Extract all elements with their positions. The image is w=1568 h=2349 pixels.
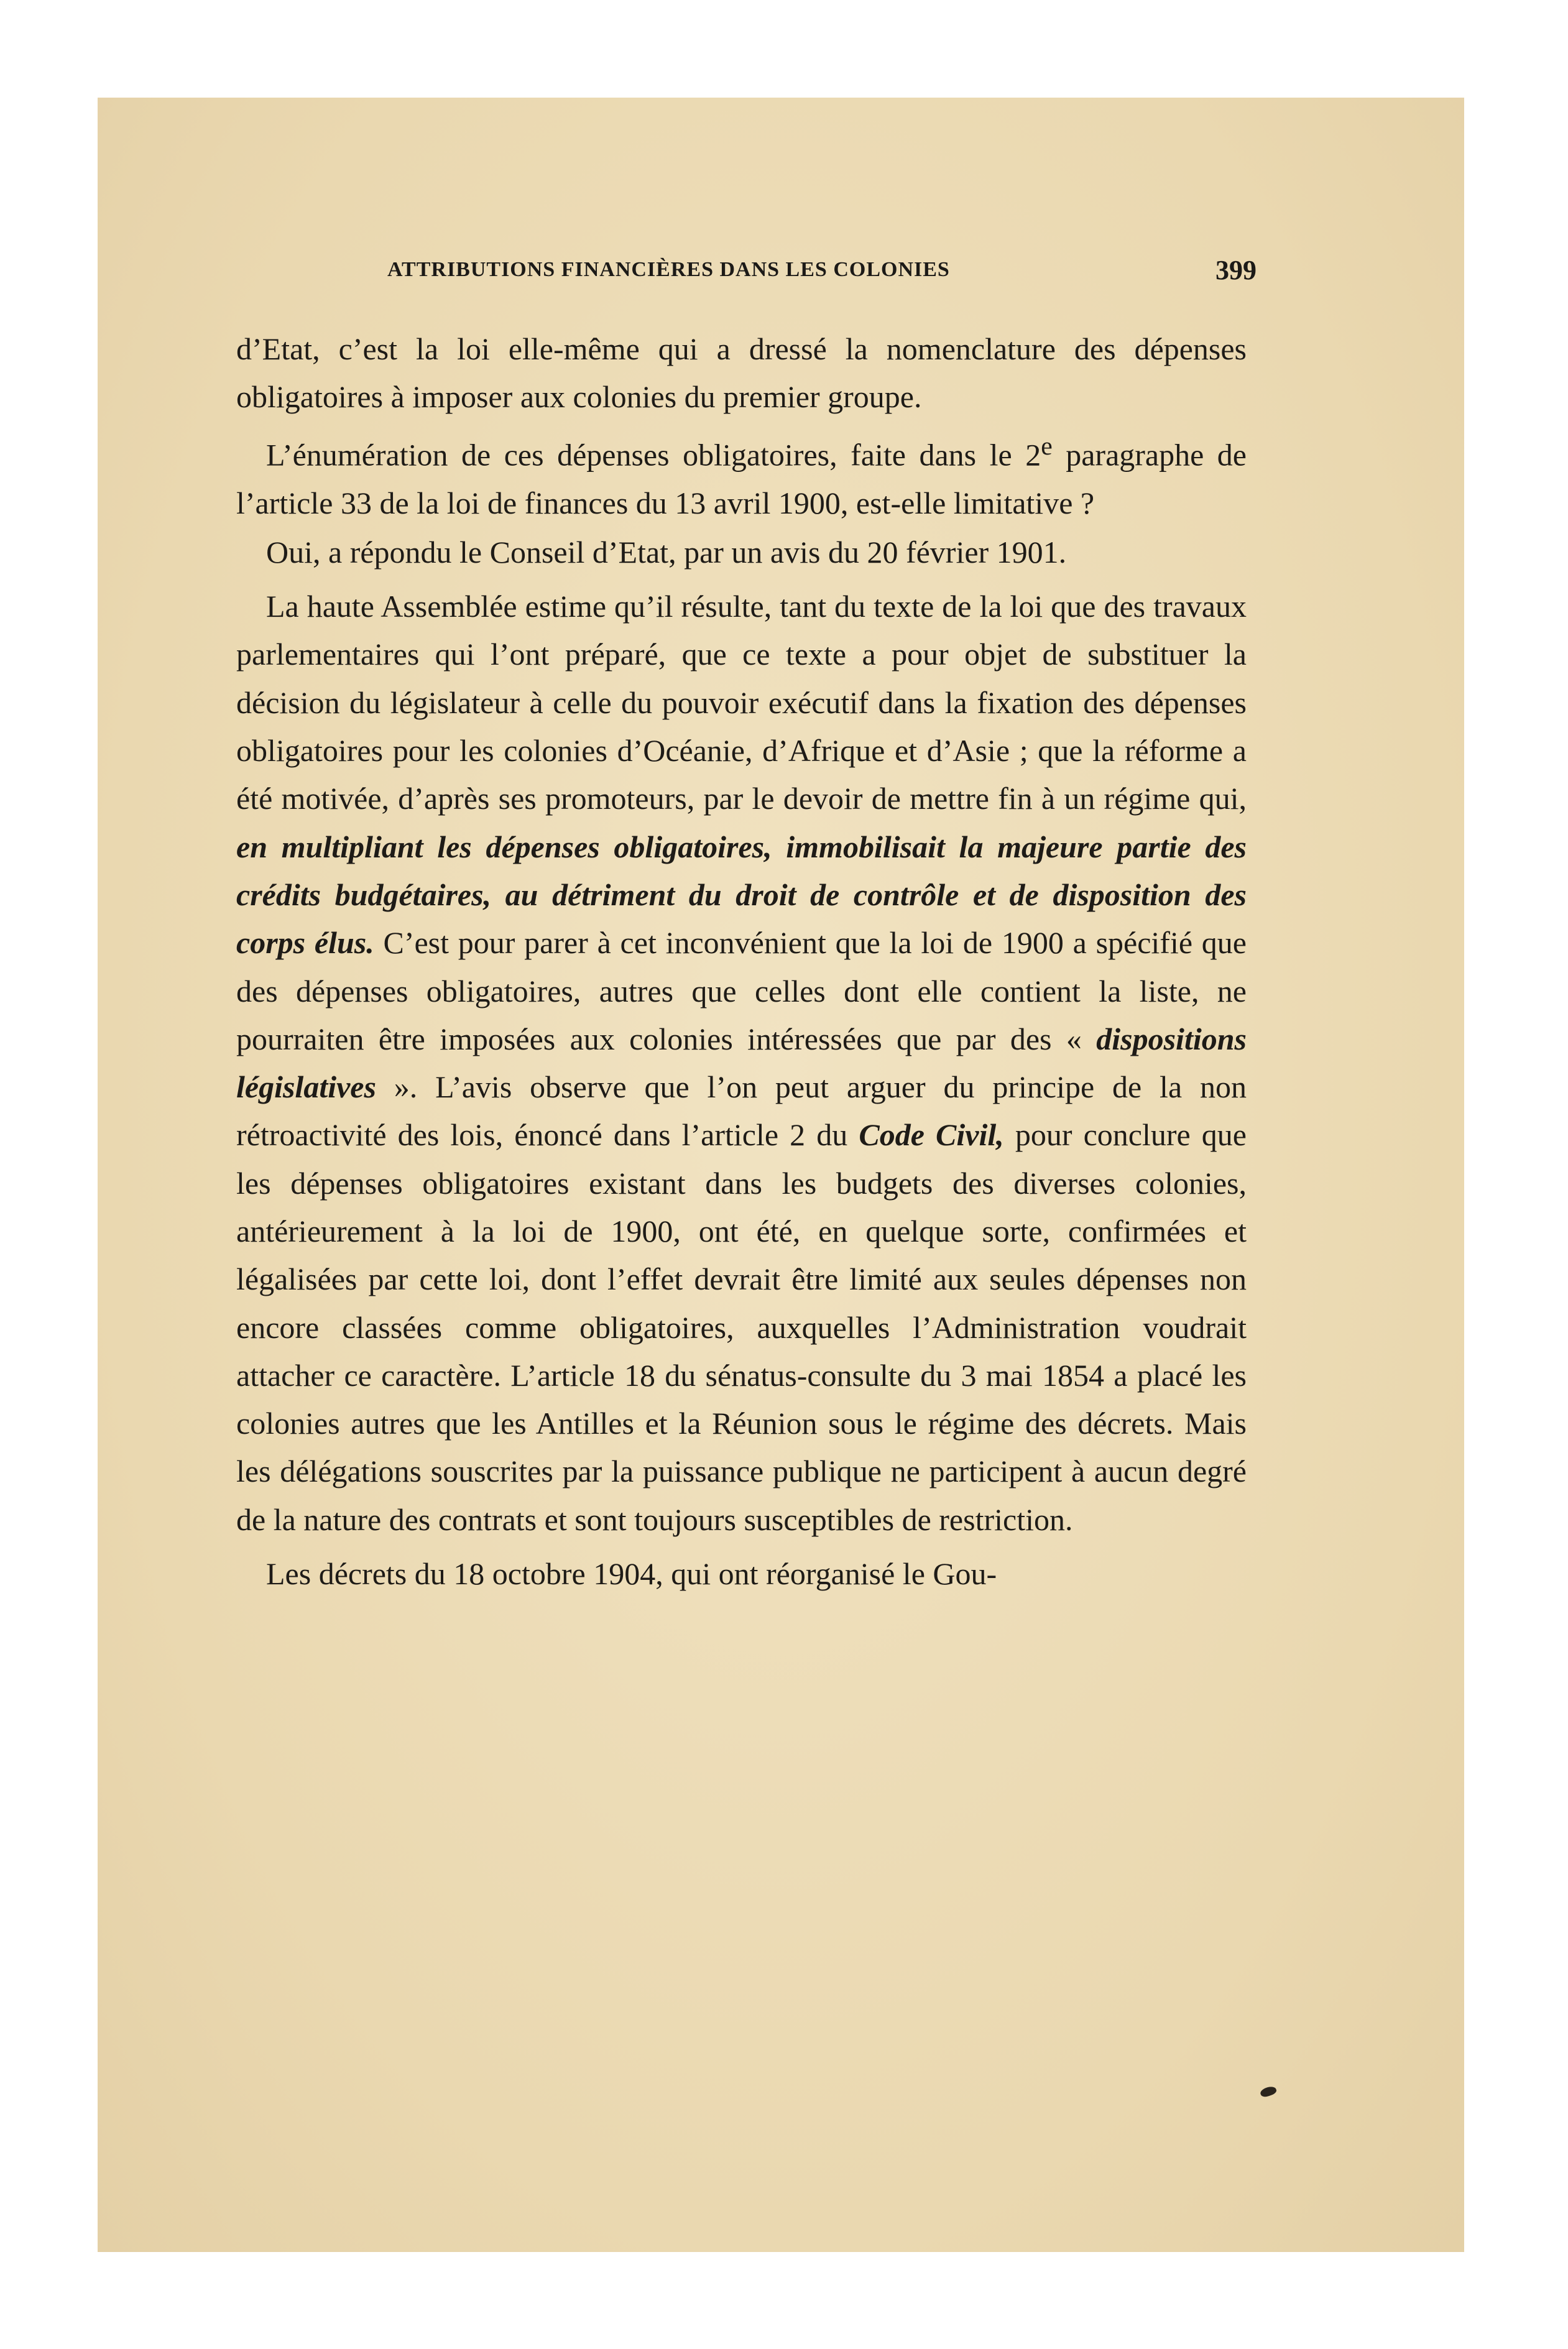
body-text bbox=[236, 325, 1247, 1599]
ink-speck bbox=[1259, 2085, 1277, 2098]
page-header bbox=[98, 255, 1464, 295]
paragraph-1: d’Etat, c’est la loi elle-même qui a dressé la nomenclature des dépenses obligatoires à imposer aux colonies du premier groupe. bbox=[236, 331, 1247, 415]
italic-code-civil: Code Civil, bbox=[859, 1117, 1004, 1153]
paragraph-4-text-a: La haute Assemblée estime qu’il résulte, tant du texte de la loi que des travaux parlementaires qui l’ont préparé, que ce texte a pour objet de substituer la décision du législateur à celle du pouvoir exécutif dans la fixation des dépenses obligatoires pour les colonies d’Océanie, d’Afrique et d’Asie ; que la réforme a été motivée, d’après ses promoteurs, par le devoir de mettre fin à un régime qui, bbox=[236, 589, 1247, 816]
running-title: ATTRIBUTIONS FINANCIÈRES DANS LES COLONIES bbox=[387, 258, 950, 281]
paragraph-4 bbox=[236, 583, 1247, 1544]
ordinal-superscript: e bbox=[1041, 431, 1053, 461]
book-page bbox=[98, 98, 1464, 2252]
italic-quote-1: en multipliant les dépenses obligatoires, immobilisait la majeure partie des crédits budgétaires, au détriment du droit de contrôle et de disposition des corps élus. bbox=[236, 829, 1247, 961]
paragraph-3: Oui, a répondu le Conseil d’Etat, par un avis du 20 février 1901. bbox=[266, 534, 1067, 570]
paragraph-2-text-a: L’énumération de ces dépenses obligatoires, faite dans le 2 bbox=[266, 437, 1041, 473]
page-number: 399 bbox=[1215, 255, 1257, 285]
paragraph-2 bbox=[236, 423, 1247, 527]
italic-quote-2: dispositions législatives bbox=[236, 1021, 1247, 1105]
paragraph-4-text-e: ». L’avis observe que l’on peut arguer du principe de la non rétroactivité des lois, énoncé dans l’article 2 du bbox=[236, 1069, 1247, 1153]
paragraph-4-text-g: pour conclure que les dépenses obligatoires existant dans les budgets des diverses colonies, antérieurement à la loi de 1900, ont été, en quelque sorte, confirmées et légalisées par cette loi, dont l’effet devrait être limité aux seules dépenses non encore classées comme obligatoires, auxquelles l’Administration voudrait attacher ce caractère. L’article 18 du sénatus-consulte du 3 mai 1854 a placé les colonies autres que les Antilles et la Réunion sous le régime des décrets. Mais les délégations souscrites par la puissance publique ne participent à aucun degré de la nature des contrats et sont toujours susceptibles de restriction. bbox=[236, 1117, 1247, 1537]
paragraph-4-text-c: C’est pour parer à cet inconvénient que la loi de 1900 a spécifié que des dépenses obligatoires, autres que celles dont elle contient la liste, ne pourraiten être imposées aux colonies intéressées que par des « bbox=[236, 925, 1247, 1056]
paragraph-5: Les décrets du 18 octobre 1904, qui ont réorganisé le Gou- bbox=[266, 1556, 997, 1592]
paragraph-2-text-b: paragraphe de l’article 33 de la loi de finances du 13 avril 1900, est-elle limitative ? bbox=[236, 437, 1247, 520]
